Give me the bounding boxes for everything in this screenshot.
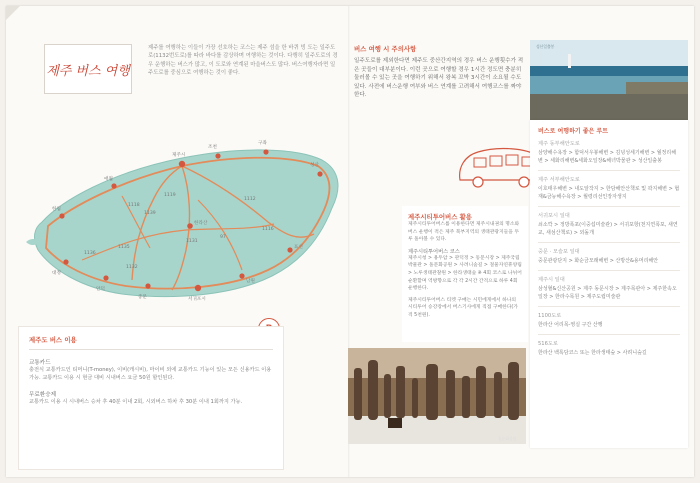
divider bbox=[538, 170, 680, 171]
route-name: 서귀포시 일대 bbox=[538, 213, 570, 219]
route-group bbox=[538, 340, 680, 357]
road-label-1112: 1112 bbox=[244, 197, 256, 202]
route-name: 제주 서부해안도로 bbox=[538, 177, 580, 183]
label-namwon: 남원 bbox=[246, 279, 255, 284]
card-title: 교통카드 bbox=[29, 360, 51, 366]
page-title: 제주 버스 여행 bbox=[46, 63, 130, 79]
route-text: 이호태우해변 > 내도알작지 > 한담해안산책로 및 곽지해변 > 협재&금능해수욕장 > 월령리선인장자생지 bbox=[538, 186, 680, 200]
tour-course-title: 제주시티투어버스 코스 bbox=[408, 248, 460, 255]
bus-info-box bbox=[18, 326, 284, 470]
marker-gujwa bbox=[263, 149, 268, 154]
photo-credit-left: 돌문화공원 bbox=[498, 436, 517, 441]
route-text: 쇠소깍 > 정방폭포(이중섭미술관) > 서귀포항(천지연폭포, 새연교, 새섬산책로) > 외돌개 bbox=[538, 222, 678, 236]
road-label-97: 97 bbox=[220, 235, 226, 240]
route-group bbox=[538, 176, 680, 207]
label-aewol: 애월 bbox=[104, 177, 113, 182]
road-label-1131: 1131 bbox=[186, 239, 198, 244]
marker-hallasan bbox=[187, 223, 193, 229]
route-name: 제주시 일대 bbox=[538, 277, 565, 283]
intro-text: 제주를 여행하는 이들이 가장 선호하는 코스는 제주 섬을 한 바퀴 빙 도는 일주도로(1132번도로)를 따라 바다를 감상하며 여행하는 것이다. 다행히 일주도로의 경우 운행하는 버스가 많고, 이 도로와 연계된 마을버스도 많다. 버스여행자라면 일주도로를 중심으로 여행하는 것이 좋다. bbox=[148, 45, 338, 77]
route-group bbox=[538, 312, 680, 335]
road-label-1135: 1135 bbox=[118, 245, 130, 250]
label-hallim: 한림 bbox=[52, 207, 61, 212]
divider bbox=[538, 306, 680, 307]
route-name: 중문 · 모슬포 일대 bbox=[538, 249, 580, 255]
road-label-1139: 1139 bbox=[144, 211, 156, 216]
road-label-1132: 1132 bbox=[126, 265, 138, 270]
label-pyoseon: 표선 bbox=[294, 245, 303, 250]
marker-seongsan bbox=[317, 171, 322, 176]
route-name: 516도로 bbox=[538, 341, 558, 347]
tour-title: 제주시티투어버스 활용 bbox=[408, 213, 472, 221]
marker-daejeong bbox=[63, 259, 68, 264]
route-name: 제주 동부해안도로 bbox=[538, 141, 580, 147]
road-label-1119: 1119 bbox=[164, 193, 176, 198]
label-jocheon: 조천 bbox=[208, 145, 217, 150]
route-group bbox=[538, 248, 680, 271]
divider bbox=[29, 349, 273, 350]
tour-ticket-text: 제주시티투어버스 티켓 구매는 시민에게에서 하나의 시티투어 승강장에서 버스기사에게 직접 구매한다(가격 5천원). bbox=[408, 297, 518, 318]
transfer-title: 무료환승제 bbox=[29, 392, 57, 398]
marker-pyoseon bbox=[287, 247, 292, 252]
divider bbox=[538, 334, 680, 335]
divider bbox=[538, 206, 680, 207]
card-text: 충전식 교통카드인 티머니(T-money), 이비(캐시비), 마이비 외에 교통카드 기능이 있는 모든 신용카드 이용 가능. 교통카드 이용 시 현금 대비 시내버스 요금 50원 할인된다. bbox=[29, 367, 272, 381]
jeju-map bbox=[22, 130, 352, 310]
tour-intro: 제주시티투어버스를 이용한다면 제주시내권의 명소와 버스 운행이 적은 제주 북부지역의 생태관광지들을 두루 돌아볼 수 있다. bbox=[408, 222, 520, 243]
label-gujwa: 구좌 bbox=[258, 141, 267, 146]
label-daejeong: 대정 bbox=[52, 271, 61, 276]
photo-credit-right: 성산일출봉 bbox=[536, 44, 555, 49]
label-hallasan: 한라산 bbox=[194, 221, 208, 226]
route-list bbox=[538, 140, 680, 357]
island-shape bbox=[35, 150, 338, 297]
route-text: 한라산 백록담코스 또는 한라생태숲 > 사려니숲길 bbox=[538, 350, 647, 356]
road-label-1116: 1116 bbox=[262, 227, 274, 232]
routes-title: 버스로 여행하기 좋은 루트 bbox=[538, 128, 609, 135]
beach-photo bbox=[530, 40, 688, 128]
city-tour-box bbox=[402, 206, 528, 342]
page-corner bbox=[6, 6, 20, 20]
recommended-routes bbox=[530, 120, 688, 448]
transfer-text: 교통카드 이용 시 시내버스 승차 후 40분 이내 2회, 시외버스 하차 후 30분 이내 1회까지 가능. bbox=[29, 399, 243, 405]
label-jungmun: 중문 bbox=[138, 295, 147, 300]
caution-section bbox=[354, 44, 526, 100]
route-text: 한라산 어리목-영실 구간 산행 bbox=[538, 322, 603, 328]
route-text: 삼성혈&신산공원 > 제주 동문시장 > 제주목관아 > 제주한속오일장 > 한라수목원 > 제주도립미술관 bbox=[538, 286, 677, 300]
bus-info-title: 제주도 버스 이용 bbox=[29, 336, 77, 344]
road-label-1136: 1136 bbox=[84, 251, 96, 256]
marker-namwon bbox=[239, 273, 244, 278]
stone-park-photo bbox=[348, 348, 526, 444]
title-badge bbox=[44, 44, 132, 94]
route-group bbox=[538, 276, 680, 307]
divider bbox=[538, 270, 680, 271]
marker-hallim bbox=[59, 213, 64, 218]
label-andeok: 안덕 bbox=[96, 287, 105, 292]
tour-course-text: 제주시청 > 용두암 > 관덕정 > 동문시장 > 제주국립박물관 > 돌문화공원 > 사려니숲길 > 절물자연휴양림 > 노루생태관찰원 > 한라생태숲 ※ 4회 코스로 나뉘어 순환할며 역방향으로 각 각 2시간 간격으로 하루 4회 운행한다. bbox=[408, 255, 522, 292]
caution-title: 버스 여행 시 주의사항 bbox=[354, 45, 417, 53]
marker-aewol bbox=[111, 183, 116, 188]
label-jeju: 제주시 bbox=[172, 153, 186, 158]
marker-jungmun bbox=[145, 283, 150, 288]
label-seongsan: 성산 bbox=[310, 163, 319, 168]
marker-seogwipo bbox=[195, 285, 201, 291]
marker-jeju bbox=[179, 161, 185, 167]
divider bbox=[538, 242, 680, 243]
marker-jocheon bbox=[215, 153, 220, 158]
caution-text: 일주도로를 제외한다면 제주도 중산간지역의 경우 버스 운행횟수가 적은 곳들이 대부분이다. 이런 곳으로 여행할 경우 1시간 정도면 충분히 둘러볼 수 있는 곳을 여행하기 위해서 왕복 꼬박 3시간이 소요될 수도 있다. 사전에 버스운행 여부와 버스 연계를 고려해서 여행코스를 짜야 한다. bbox=[354, 58, 524, 99]
marker-andeok bbox=[103, 275, 108, 280]
label-seogwipo: 서귀포시 bbox=[188, 297, 206, 302]
route-group bbox=[538, 212, 680, 243]
route-text: 중문관광단지 > 화순금모래해변 > 산방산&용머리해안 bbox=[538, 258, 659, 264]
route-text: 삼양해수욕장 > 함덕서우봉해변 > 김녕성세기해변 > 월정리해변 > 세화리해변&세화오일장&해녀박물관 > 성산일출봉 bbox=[538, 150, 677, 164]
route-group bbox=[538, 140, 680, 171]
road-label-1118: 1118 bbox=[128, 203, 140, 208]
route-name: 1100도로 bbox=[538, 313, 562, 319]
